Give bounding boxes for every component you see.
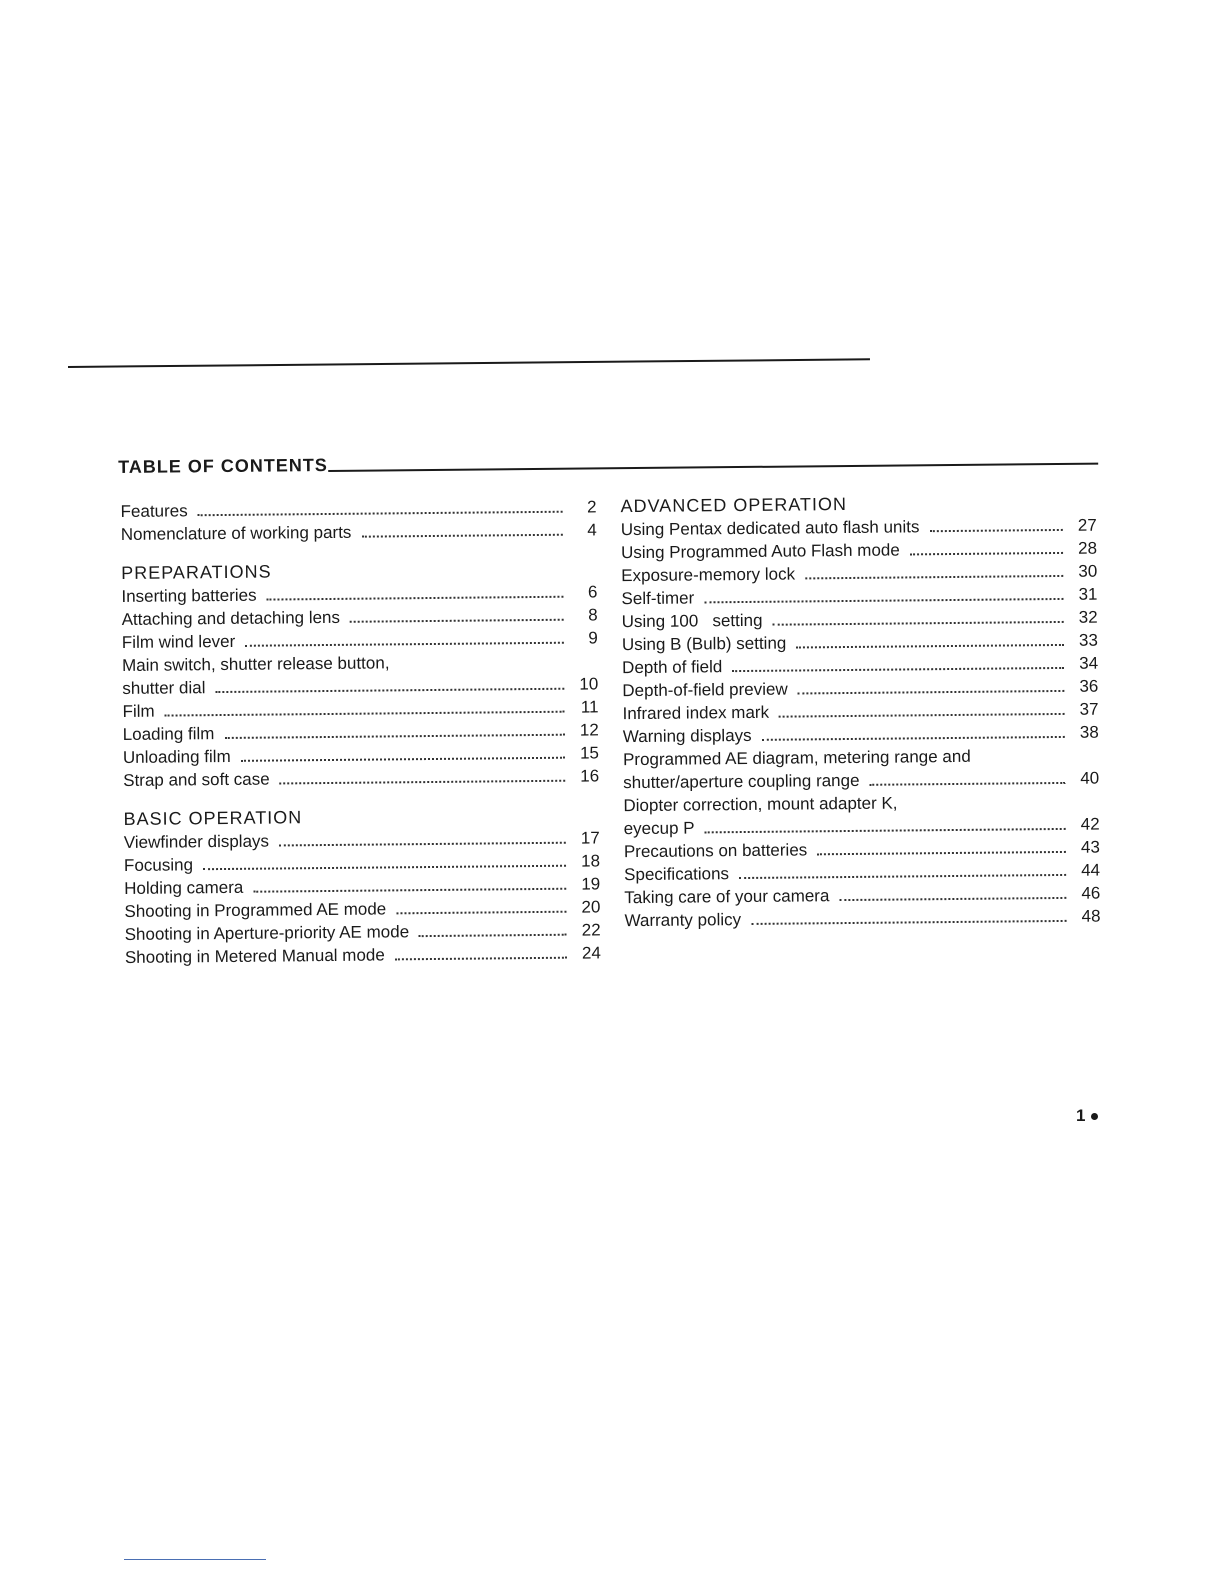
toc-entry-page: 9 bbox=[588, 628, 598, 648]
table-of-contents bbox=[118, 439, 1101, 967]
page-number-text: 1 bbox=[1076, 1106, 1086, 1125]
page-number bbox=[1076, 1106, 1098, 1126]
toc-entry-line: Main switch, shutter release button, bbox=[121, 653, 390, 675]
dot-leader bbox=[350, 618, 564, 623]
dot-leader bbox=[395, 956, 567, 961]
dot-leader bbox=[732, 666, 1064, 672]
toc-entry-label: Film bbox=[122, 701, 155, 721]
toc-entry-label: Film wind lever bbox=[121, 631, 236, 652]
toc-entry-page: 8 bbox=[588, 605, 598, 625]
toc-entry-label: Features bbox=[120, 501, 188, 521]
dot-leader bbox=[805, 574, 1063, 579]
toc-left-column bbox=[120, 495, 600, 969]
toc-entry-page: 32 bbox=[1078, 607, 1098, 627]
dot-leader bbox=[224, 733, 564, 739]
toc-entry-label: Warranty policy bbox=[624, 910, 742, 931]
toc-entry-page: 28 bbox=[1077, 538, 1098, 558]
toc-entry-label: Shooting in Programmed AE mode bbox=[124, 899, 387, 921]
top-rule bbox=[68, 358, 870, 368]
toc-entry-label: Holding camera bbox=[124, 877, 244, 898]
toc-entry-page: 19 bbox=[581, 874, 601, 894]
dot-leader bbox=[165, 710, 565, 717]
toc-entry-page: 44 bbox=[1081, 860, 1101, 880]
dot-leader bbox=[241, 756, 565, 762]
toc-entry-page: 40 bbox=[1080, 768, 1100, 788]
dot-leader bbox=[396, 910, 566, 915]
section-heading: PREPARATIONS bbox=[121, 561, 272, 583]
toc-entry-label: Unloading film bbox=[122, 746, 231, 767]
toc-entry-label: eyecup P bbox=[623, 818, 695, 839]
dot-leader bbox=[773, 620, 1064, 626]
bottom-rule bbox=[124, 1559, 266, 1560]
toc-entry bbox=[624, 905, 1100, 933]
toc-entry-page: 42 bbox=[1080, 814, 1100, 834]
toc-entry-label: shutter/aperture coupling range bbox=[623, 770, 860, 793]
toc-entry-page: 34 bbox=[1079, 653, 1099, 673]
toc-entry-label: Loading film bbox=[122, 724, 215, 744]
toc-entry-page: 43 bbox=[1080, 837, 1100, 857]
toc-entry-label: Using 100 setting bbox=[621, 610, 763, 632]
toc-entry-label: Specifications bbox=[624, 864, 730, 885]
dot-leader bbox=[279, 841, 566, 847]
toc-entry-label: Viewfinder displays bbox=[123, 831, 270, 852]
dot-leader bbox=[779, 712, 1065, 718]
toc-entry-label: Shooting in Metered Manual mode bbox=[124, 945, 385, 967]
dot-leader bbox=[253, 887, 566, 893]
toc-entry-page: 18 bbox=[580, 851, 601, 871]
dot-leader bbox=[796, 643, 1064, 649]
dot-leader bbox=[419, 933, 567, 937]
toc-entry-page: 17 bbox=[580, 828, 600, 848]
toc-entry-label: Depth-of-field preview bbox=[622, 679, 788, 701]
dot-leader bbox=[216, 687, 565, 693]
toc-entry-page: 27 bbox=[1077, 515, 1097, 535]
toc-right-column bbox=[620, 491, 1100, 933]
section-heading: BASIC OPERATION bbox=[123, 807, 303, 829]
dot-leader bbox=[267, 595, 564, 601]
toc-entry-label: Exposure-memory lock bbox=[621, 564, 796, 586]
toc-entry-label: Infrared index mark bbox=[622, 702, 770, 724]
toc-entry-label: Strap and soft case bbox=[123, 769, 270, 790]
toc-entry-label: shutter dial bbox=[122, 678, 206, 698]
toc-entry-page: 20 bbox=[581, 897, 601, 917]
toc-entry-page: 38 bbox=[1079, 722, 1099, 742]
toc-entry-page: 22 bbox=[581, 920, 601, 940]
toc-entry-page: 15 bbox=[579, 743, 600, 763]
toc-entry-label: Shooting in Aperture-priority AE mode bbox=[124, 922, 410, 944]
toc-entry-label: Depth of field bbox=[622, 657, 723, 678]
toc-entry-label: Precautions on batteries bbox=[623, 840, 808, 862]
dot-leader bbox=[762, 735, 1065, 741]
toc-entry-label: Inserting batteries bbox=[121, 585, 257, 606]
toc-header bbox=[118, 439, 1098, 478]
toc-entry-label: Using Programmed Auto Flash mode bbox=[620, 540, 900, 563]
toc-entry-page: 33 bbox=[1078, 630, 1098, 650]
toc-entry-page: 31 bbox=[1078, 584, 1098, 604]
toc-entry-page: 6 bbox=[587, 582, 598, 602]
toc-entry-label: Taking care of your camera bbox=[624, 886, 830, 908]
toc-entry-page: 16 bbox=[580, 766, 600, 786]
section-heading: ADVANCED OPERATION bbox=[620, 494, 848, 517]
dot-leader bbox=[705, 827, 1066, 833]
toc-entry-page: 2 bbox=[587, 497, 597, 517]
toc-entry-page: 37 bbox=[1079, 699, 1099, 719]
dot-leader bbox=[839, 896, 1066, 901]
toc-entry-page: 46 bbox=[1081, 883, 1101, 903]
toc-entry-label: Using Pentax dedicated auto flash units bbox=[620, 517, 920, 540]
toc-entry-page: 48 bbox=[1081, 906, 1101, 926]
toc-entry-page: 4 bbox=[587, 520, 597, 540]
dot-leader bbox=[203, 864, 566, 870]
dot-leader bbox=[870, 781, 1066, 786]
dot-leader bbox=[245, 641, 564, 647]
bullet-icon bbox=[1091, 1113, 1098, 1120]
toc-entry bbox=[125, 941, 601, 969]
dot-leader bbox=[739, 873, 1066, 879]
toc-entry-label: Warning displays bbox=[622, 725, 752, 747]
toc-entry-label: Using B (Bulb) setting bbox=[621, 633, 787, 655]
toc-entry-label: Self-timer bbox=[621, 588, 695, 609]
toc-entry-page: 11 bbox=[580, 697, 599, 717]
dot-leader bbox=[198, 510, 563, 517]
title-rule bbox=[328, 463, 1098, 472]
toc-title: TABLE OF CONTENTS bbox=[118, 454, 328, 477]
toc-entry-label: Attaching and detaching lens bbox=[121, 607, 341, 629]
dot-leader bbox=[929, 528, 1062, 532]
toc-columns bbox=[118, 491, 1101, 967]
toc-entry-page: 12 bbox=[579, 720, 599, 740]
toc-entry-page: 10 bbox=[579, 674, 599, 694]
dot-leader bbox=[280, 779, 566, 785]
toc-entry-page: 30 bbox=[1078, 561, 1098, 581]
dot-leader bbox=[704, 597, 1063, 603]
toc-entry-line: Programmed AE diagram, metering range and bbox=[622, 746, 971, 770]
dot-leader bbox=[361, 533, 562, 538]
dot-leader bbox=[751, 919, 1066, 925]
toc-entry-page: 24 bbox=[581, 943, 601, 963]
dot-leader bbox=[817, 850, 1066, 855]
toc-entry-line: Diopter correction, mount adapter K, bbox=[623, 793, 898, 816]
toc-entry-label: Nomenclature of working parts bbox=[120, 522, 352, 544]
toc-entry-page: 36 bbox=[1079, 676, 1099, 696]
toc-entry-label: Focusing bbox=[123, 855, 194, 875]
dot-leader bbox=[798, 689, 1065, 695]
dot-leader bbox=[910, 551, 1063, 555]
